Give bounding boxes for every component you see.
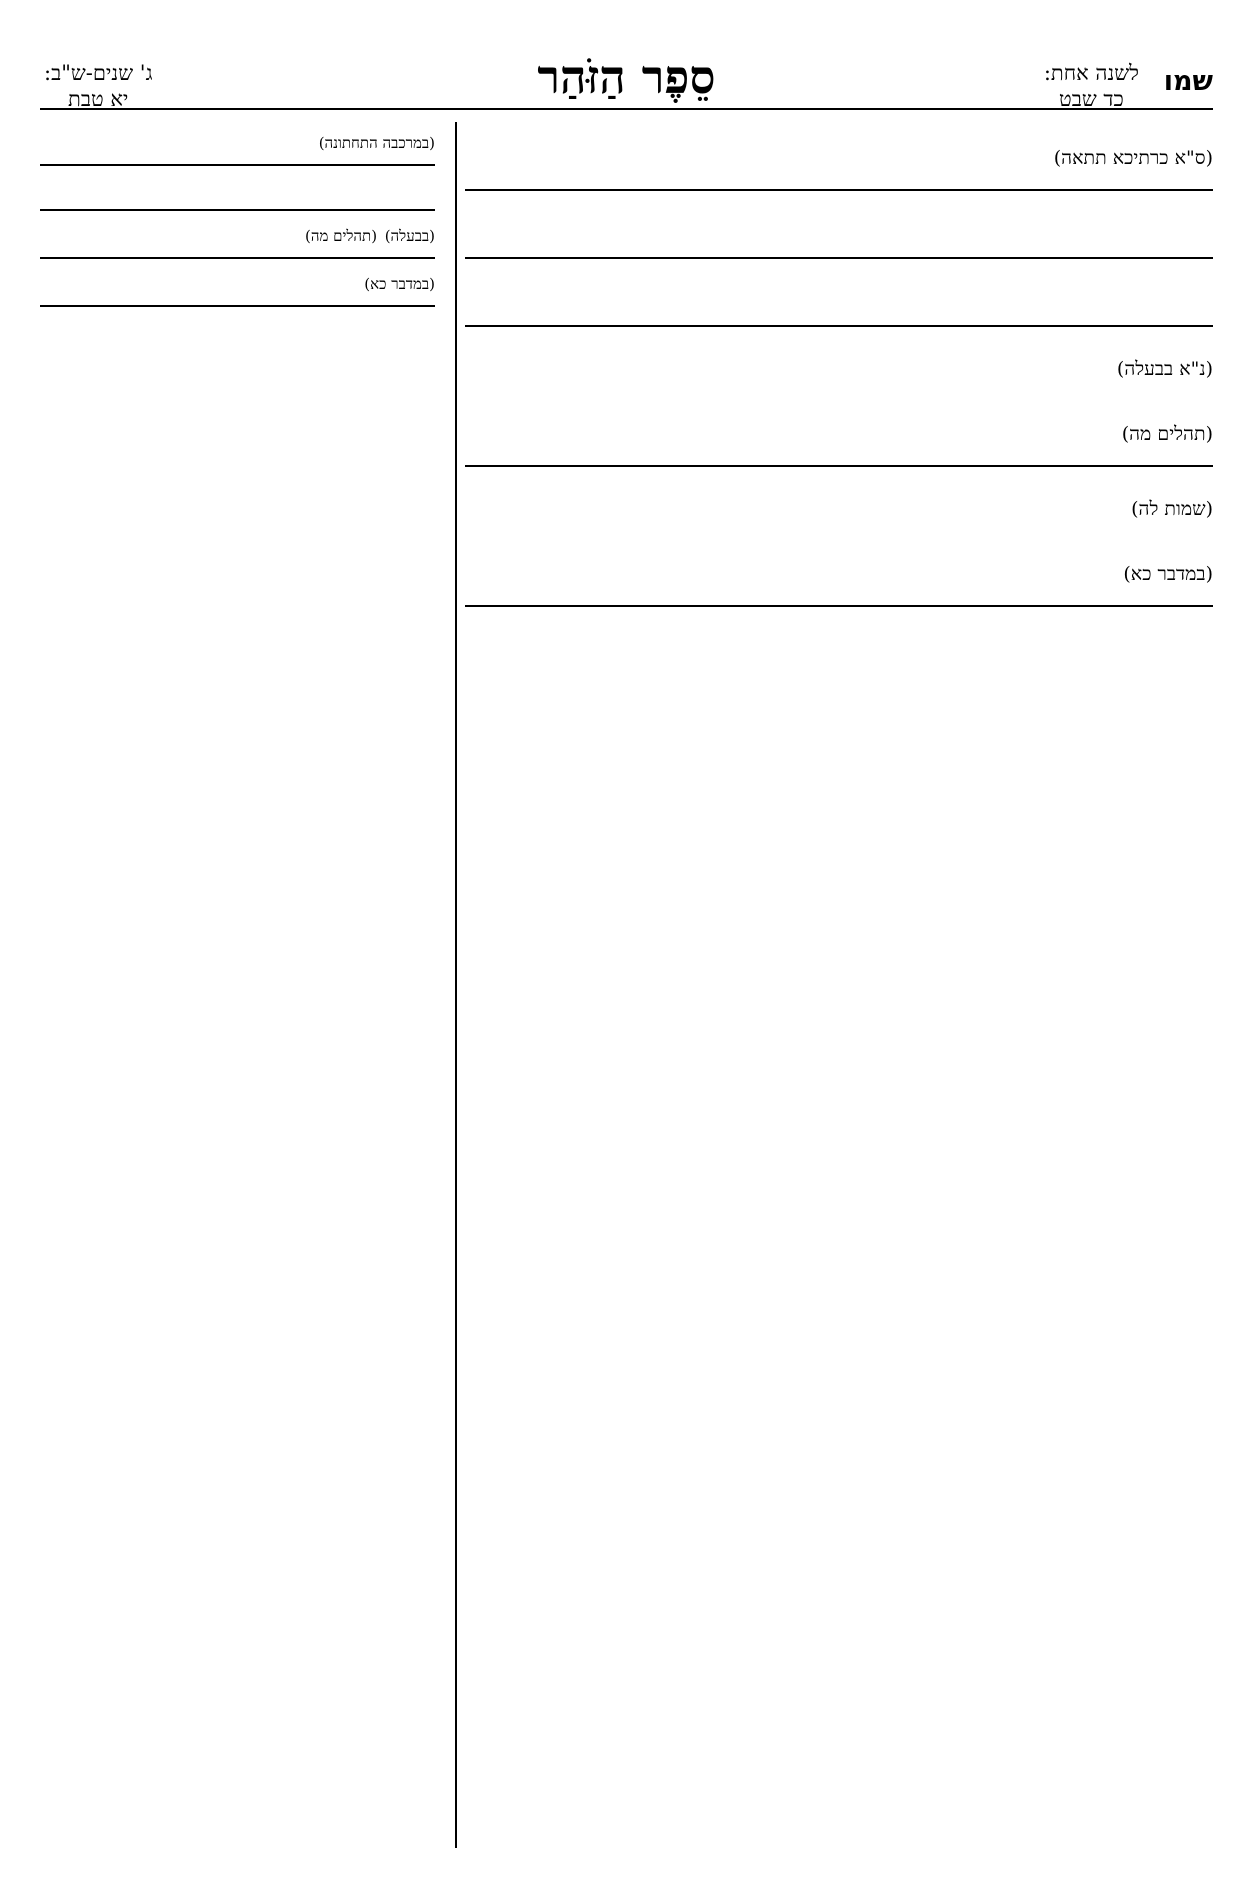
- text-paragraph: [465, 122, 1213, 191]
- source-reference: (שמות לה): [1131, 498, 1213, 520]
- text-paragraph: [465, 538, 1213, 607]
- text-paragraph: [40, 263, 435, 307]
- text-paragraph: [465, 473, 1213, 538]
- text-paragraph: [465, 398, 1213, 467]
- parasha-name: שמו: [1163, 66, 1213, 97]
- source-reference: (במדבר כא): [1123, 563, 1213, 585]
- source-reference: (במדבר כא): [364, 275, 435, 293]
- schedule-label: ג' שנים-ש"ב:: [44, 61, 153, 85]
- text-paragraph: [465, 333, 1213, 398]
- source-reference: (בבעלה): [384, 227, 435, 245]
- text-paragraph: [465, 613, 1213, 671]
- source-reference: (תהלים מה): [1121, 423, 1213, 445]
- column-divider: [455, 122, 457, 1848]
- text-paragraph: [40, 122, 435, 166]
- page-header: [40, 42, 1213, 110]
- text-paragraph: [465, 197, 1213, 259]
- source-reference: (ס"א כרתיכא תתאה): [1053, 147, 1213, 169]
- source-reference: (תהלים מה): [304, 227, 378, 245]
- schedule-date: יא טבת: [68, 87, 129, 111]
- book-title: סֵפֶר הַזֹּהַר: [537, 50, 716, 104]
- study-schedule-three-year: [44, 60, 153, 112]
- source-reference: (במרכבה התחתונה): [318, 134, 435, 152]
- text-paragraph: [40, 311, 435, 348]
- text-paragraph: [40, 215, 435, 259]
- aramaic-text-column: [465, 122, 1213, 1848]
- text-paragraph: [40, 170, 435, 211]
- schedule-label: לשנה אחת:: [1043, 61, 1139, 85]
- hebrew-translation-column: [40, 122, 435, 1848]
- text-paragraph: [465, 265, 1213, 327]
- schedule-date: כד שבט: [1059, 87, 1124, 111]
- source-reference: (נ"א בבעלה): [1116, 358, 1213, 380]
